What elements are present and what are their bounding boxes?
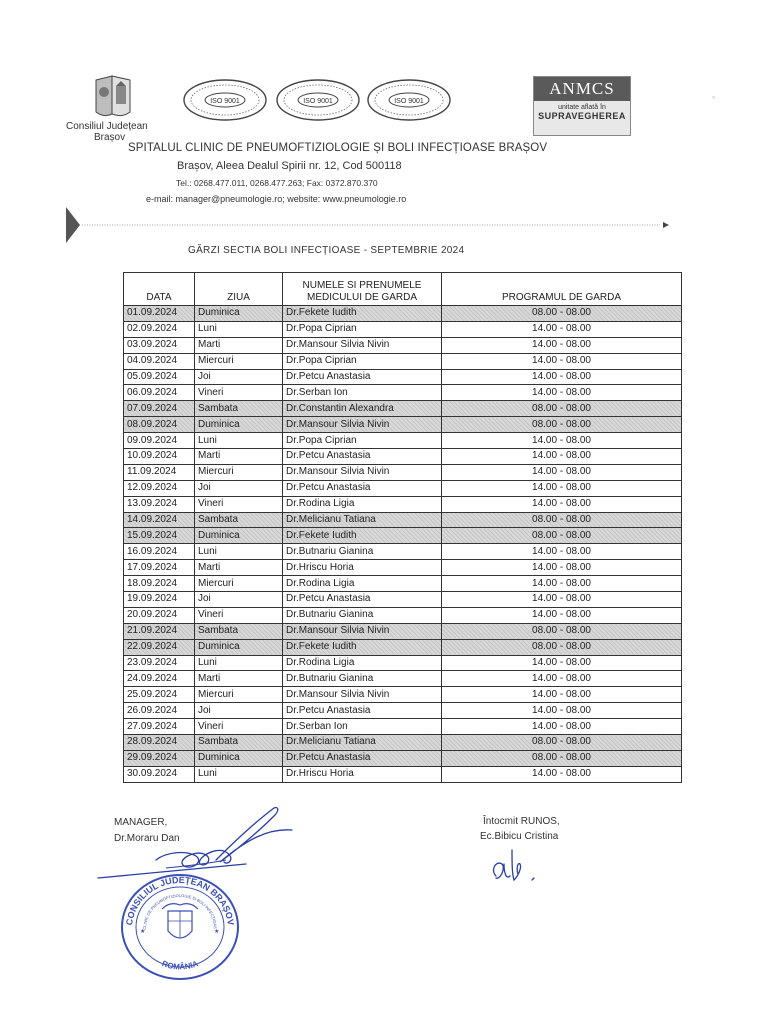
cell-date: 27.09.2024 [124, 719, 195, 735]
cell-doctor: Dr.Serban Ion [283, 385, 442, 401]
cell-program: 08.00 - 08.00 [442, 750, 682, 766]
table-body [124, 306, 682, 783]
cell-doctor: Dr.Mansour Silvia Nivin [283, 464, 442, 480]
table-row [124, 449, 682, 465]
stamp-bottom-text: ROMÂNIA [160, 958, 200, 972]
header-program: PROGRAMUL DE GARDA [442, 273, 682, 306]
cell-program: 14.00 - 08.00 [442, 480, 682, 496]
cell-date: 10.09.2024 [124, 449, 195, 465]
table-row [124, 592, 682, 608]
header-divider [66, 207, 670, 243]
hospital-address: Brașov, Aleea Dealul Spirii nr. 12, Cod 500118 [177, 160, 402, 172]
cell-day: Miercuri [195, 687, 283, 703]
cell-date: 02.09.2024 [124, 321, 195, 337]
cell-day: Luni [195, 544, 283, 560]
header-doctor-line1: NUMELE SI PRENUMELE [302, 280, 422, 291]
council-crest-logo [88, 74, 138, 120]
table-row [124, 433, 682, 449]
cell-day: Luni [195, 766, 283, 782]
cell-day: Vineri [195, 719, 283, 735]
cell-day: Vineri [195, 496, 283, 512]
cell-program: 14.00 - 08.00 [442, 449, 682, 465]
cell-day: Sambata [195, 401, 283, 417]
cell-day: Joi [195, 703, 283, 719]
hospital-contact: e-mail: manager@pneumologie.ro; website: www.pneumologie.ro [146, 194, 407, 204]
cell-doctor: Dr.Melicianu Tatiana [283, 735, 442, 751]
cell-date: 14.09.2024 [124, 512, 195, 528]
cell-date: 23.09.2024 [124, 655, 195, 671]
cell-program: 14.00 - 08.00 [442, 766, 682, 782]
cell-program: 14.00 - 08.00 [442, 607, 682, 623]
iso-seal-1-label: ISO 9001 [210, 98, 240, 105]
cell-program: 14.00 - 08.00 [442, 353, 682, 369]
cell-program: 14.00 - 08.00 [442, 369, 682, 385]
cell-doctor: Dr.Petcu Anastasia [283, 703, 442, 719]
table-row [124, 385, 682, 401]
cell-doctor: Dr.Petcu Anastasia [283, 369, 442, 385]
table-row [124, 464, 682, 480]
cell-program: 14.00 - 08.00 [442, 464, 682, 480]
cell-day: Duminica [195, 306, 283, 322]
table-row [124, 639, 682, 655]
cell-doctor: Dr.Petcu Anastasia [283, 449, 442, 465]
cell-doctor: Dr.Butnariu Gianina [283, 544, 442, 560]
cell-date: 04.09.2024 [124, 353, 195, 369]
manager-name: Dr.Moraru Dan [114, 833, 180, 844]
cell-day: Duminica [195, 639, 283, 655]
cell-doctor: Dr.Mansour Silvia Nivin [283, 687, 442, 703]
anmcs-badge [533, 76, 631, 136]
table-row [124, 417, 682, 433]
table-row [124, 544, 682, 560]
cell-date: 20.09.2024 [124, 607, 195, 623]
cell-date: 13.09.2024 [124, 496, 195, 512]
cell-doctor: Dr.Petcu Anastasia [283, 750, 442, 766]
cell-date: 17.09.2024 [124, 560, 195, 576]
cell-date: 11.09.2024 [124, 464, 195, 480]
cell-doctor: Dr.Popa Ciprian [283, 353, 442, 369]
cell-doctor: Dr.Butnariu Gianina [283, 671, 442, 687]
iso-seal-2 [275, 78, 361, 122]
cell-program: 14.00 - 08.00 [442, 337, 682, 353]
cell-program: 08.00 - 08.00 [442, 401, 682, 417]
table-row [124, 496, 682, 512]
table-row [124, 369, 682, 385]
table-row [124, 719, 682, 735]
cell-date: 01.09.2024 [124, 306, 195, 322]
cell-doctor: Dr.Mansour Silvia Nivin [283, 417, 442, 433]
cell-date: 30.09.2024 [124, 766, 195, 782]
cell-program: 14.00 - 08.00 [442, 560, 682, 576]
prepared-by-title: Întocmit RUNOS, [483, 816, 560, 827]
table-row [124, 401, 682, 417]
header-doctor-line2: MEDICULUI DE GARDA [306, 292, 417, 303]
svg-text:ROMÂNIA [161, 959, 200, 972]
cell-date: 24.09.2024 [124, 671, 195, 687]
iso-seal-1 [182, 78, 268, 122]
header-day: ZIUA [195, 273, 283, 306]
cell-date: 07.09.2024 [124, 401, 195, 417]
cell-doctor: Dr.Hriscu Horia [283, 766, 442, 782]
cell-program: 08.00 - 08.00 [442, 512, 682, 528]
table-row [124, 480, 682, 496]
cell-day: Duminica [195, 528, 283, 544]
council-label-line2: Brașov [94, 132, 126, 143]
cell-doctor: Dr.Rodina Ligia [283, 655, 442, 671]
table-row [124, 321, 682, 337]
cell-program: 08.00 - 08.00 [442, 639, 682, 655]
cell-date: 29.09.2024 [124, 750, 195, 766]
anmcs-name: ANMCS [534, 77, 630, 101]
hospital-phones: Tel.: 0268.477.011, 0268.477.263; Fax: 0372.870.370 [176, 178, 378, 188]
cell-date: 06.09.2024 [124, 385, 195, 401]
cell-program: 14.00 - 08.00 [442, 576, 682, 592]
cell-doctor: Dr.Rodina Ligia [283, 576, 442, 592]
cell-date: 08.09.2024 [124, 417, 195, 433]
table-row [124, 306, 682, 322]
cell-program: 14.00 - 08.00 [442, 321, 682, 337]
cell-doctor: Dr.Popa Ciprian [283, 433, 442, 449]
cell-doctor: Dr.Hriscu Horia [283, 560, 442, 576]
cell-day: Miercuri [195, 353, 283, 369]
cell-day: Vineri [195, 385, 283, 401]
cell-program: 08.00 - 08.00 [442, 306, 682, 322]
table-row [124, 687, 682, 703]
stamp-star-right-icon: ★ [214, 929, 220, 935]
cell-day: Sambata [195, 623, 283, 639]
cell-date: 21.09.2024 [124, 623, 195, 639]
stamp-inner-text: CLINIC DE PNEUMOFTIZIOLOGIE ȘI BOLI INFECȚIOAS [141, 892, 219, 930]
on-call-schedule-table [123, 272, 682, 783]
cell-day: Vineri [195, 607, 283, 623]
cell-day: Sambata [195, 735, 283, 751]
table-row [124, 353, 682, 369]
cell-date: 26.09.2024 [124, 703, 195, 719]
cell-doctor: Dr.Fekete Iudith [283, 306, 442, 322]
cell-doctor: Dr.Melicianu Tatiana [283, 512, 442, 528]
cell-doctor: Dr.Fekete Iudith [283, 639, 442, 655]
table-row [124, 655, 682, 671]
cell-day: Luni [195, 321, 283, 337]
table-row [124, 671, 682, 687]
iso-seal-3-label: ISO 9001 [394, 98, 424, 105]
table-row [124, 576, 682, 592]
cell-date: 16.09.2024 [124, 544, 195, 560]
cell-doctor: Dr.Mansour Silvia Nivin [283, 623, 442, 639]
cell-day: Sambata [195, 512, 283, 528]
stamp-coat-of-arms-icon [162, 904, 198, 938]
cell-program: 14.00 - 08.00 [442, 385, 682, 401]
table-row [124, 703, 682, 719]
council-label [66, 121, 176, 143]
cell-doctor: Dr.Rodina Ligia [283, 496, 442, 512]
cell-day: Joi [195, 480, 283, 496]
cell-day: Marti [195, 671, 283, 687]
table-row [124, 528, 682, 544]
manager-title: MANAGER, [114, 817, 168, 828]
table-row [124, 750, 682, 766]
cell-day: Joi [195, 369, 283, 385]
cell-doctor: Dr.Petcu Anastasia [283, 480, 442, 496]
table-row [124, 623, 682, 639]
cell-program: 14.00 - 08.00 [442, 496, 682, 512]
cell-program: 14.00 - 08.00 [442, 433, 682, 449]
iso-seal-3 [366, 78, 452, 122]
cell-doctor: Dr.Petcu Anastasia [283, 592, 442, 608]
header-doctor [283, 273, 442, 306]
cell-day: Duminica [195, 417, 283, 433]
stamp-star-left-icon: ★ [140, 929, 146, 935]
cell-program: 14.00 - 08.00 [442, 703, 682, 719]
cell-date: 12.09.2024 [124, 480, 195, 496]
cell-program: 08.00 - 08.00 [442, 528, 682, 544]
official-stamp [118, 871, 242, 981]
cell-program: 14.00 - 08.00 [442, 655, 682, 671]
cell-date: 28.09.2024 [124, 735, 195, 751]
cell-program: 14.00 - 08.00 [442, 719, 682, 735]
cell-day: Joi [195, 592, 283, 608]
cell-day: Luni [195, 433, 283, 449]
anmcs-line2: SUPRAVEGHEREA [538, 111, 626, 121]
council-label-line1: Consiliul Județean [66, 121, 148, 132]
cell-day: Marti [195, 449, 283, 465]
cell-date: 19.09.2024 [124, 592, 195, 608]
cell-day: Marti [195, 560, 283, 576]
cell-program: 08.00 - 08.00 [442, 623, 682, 639]
cell-day: Marti [195, 337, 283, 353]
cell-day: Miercuri [195, 464, 283, 480]
table-row [124, 560, 682, 576]
cell-program: 14.00 - 08.00 [442, 671, 682, 687]
table-row [124, 337, 682, 353]
cell-doctor: Dr.Constantin Alexandra [283, 401, 442, 417]
cell-doctor: Dr.Fekete Iudith [283, 528, 442, 544]
hospital-name: SPITALUL CLINIC DE PNEUMOFTIZIOLOGIE ȘI BOLI INFECȚIOASE BRAȘOV [128, 142, 548, 154]
cell-day: Luni [195, 655, 283, 671]
table-row [124, 766, 682, 782]
cell-program: 08.00 - 08.00 [442, 417, 682, 433]
header-date: DATA [124, 273, 195, 306]
cell-date: 22.09.2024 [124, 639, 195, 655]
stamp-outer-text: CONSILIUL JUDEȚEAN BRAȘOV [124, 874, 236, 926]
cell-date: 09.09.2024 [124, 433, 195, 449]
iso-seal-2-label: ISO 9001 [303, 98, 333, 105]
cell-doctor: Dr.Serban Ion [283, 719, 442, 735]
cell-date: 25.09.2024 [124, 687, 195, 703]
anmcs-line1: unitate aflată în [558, 104, 606, 111]
cell-program: 08.00 - 08.00 [442, 735, 682, 751]
cell-program: 14.00 - 08.00 [442, 592, 682, 608]
cell-date: 18.09.2024 [124, 576, 195, 592]
cell-doctor: Dr.Mansour Silvia Nivin [283, 337, 442, 353]
cell-program: 14.00 - 08.00 [442, 544, 682, 560]
cell-date: 03.09.2024 [124, 337, 195, 353]
cell-day: Miercuri [195, 576, 283, 592]
cell-doctor: Dr.Popa Ciprian [283, 321, 442, 337]
cell-day: Duminica [195, 750, 283, 766]
table-row [124, 607, 682, 623]
prepared-by-signature [488, 840, 558, 890]
document-title: GĂRZI SECTIA BOLI INFECȚIOASE - SEPTEMBRIE 2024 [188, 245, 465, 256]
table-row [124, 735, 682, 751]
table-row [124, 512, 682, 528]
cell-program: 14.00 - 08.00 [442, 687, 682, 703]
table-header-row [124, 273, 682, 306]
cell-date: 05.09.2024 [124, 369, 195, 385]
cell-doctor: Dr.Butnariu Gianina [283, 607, 442, 623]
corner-mark: ◦ [712, 92, 716, 102]
cell-date: 15.09.2024 [124, 528, 195, 544]
prepared-by-name: Ec.Bibicu Cristina [480, 831, 559, 842]
